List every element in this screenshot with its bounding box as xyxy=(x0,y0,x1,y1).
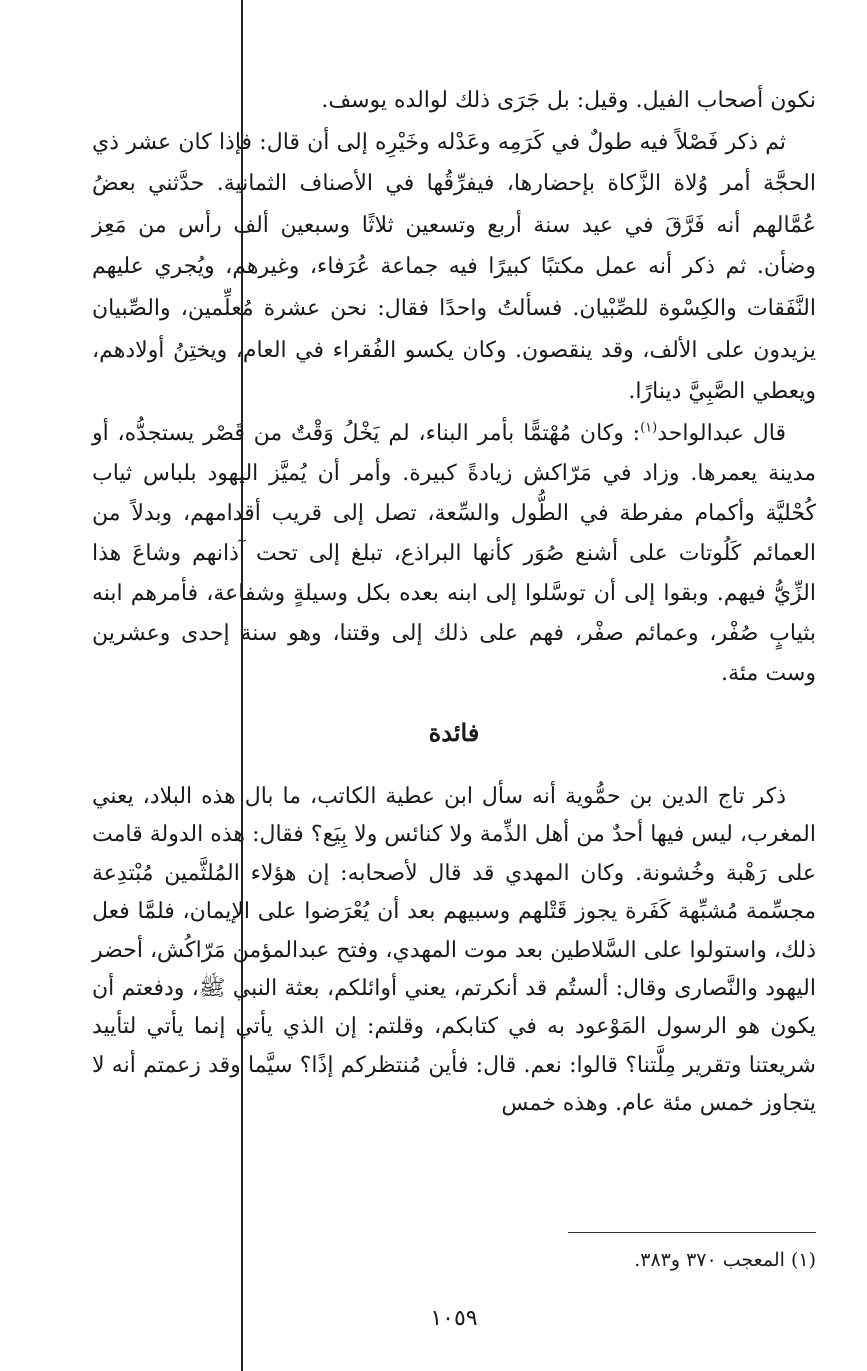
body-text-faida xyxy=(92,778,816,1124)
body-text-top xyxy=(92,80,816,413)
paragraph-3 xyxy=(92,414,816,694)
footnote-reference: (١) xyxy=(640,420,658,436)
footnote-separator xyxy=(568,1232,816,1233)
paragraph-4: ذكر تاج الدين بن حمُّوية أنه سأل ابن عطية الكاتب، ما بال هذه البلاد، يعني المغرب، ليس فيها أحدٌ من أهل الذِّمة ولا كنائس ولا بِيَع؟ فقال: هذه الدولة قامت على رَهْبة وخُشونة. وكان المهدي قد قال لأصحابه: إن هؤلاء المُلثَّمين مُبْتدِعة مجسِّمة مُشبِّهة كَفَرة يجوز قَتْلهم وسبيهم بعد أن يُعْرَضوا على الإيمان، فلمَّا فعل ذلك، واستولوا على السَّلاطين بعد موت المهدي، وفتح عبدالمؤمن مَرّاكُش، أحضر اليهود والنَّصارى وقال: ألستُم قد أنكرتم، يعني أوائلكم، بعثة النبي ﷺ، ودفعتم أن يكون هو الرسول المَوْعود به في كتابكم، وقلتم: إن الذي يأتي إنما يأتي لتأييد شريعتنا وتقرير مِلَّتنا؟ قالوا: نعم. قال: فأين مُنتظركم إذًا؟ سيَّما وقد زعمتم أنه لا يتجاوز خمس مئة عام. وهذه خمس xyxy=(92,784,816,1117)
paragraph-1: نكون أصحاب الفيل. وقيل: بل جَرَى ذلك لوالده يوسف. xyxy=(321,88,816,113)
paragraph-2: ثم ذكر فَصْلاً فيه طولٌ في كَرَمِه وعَدْله وخَيْرِه إلى أن قال: فإذا كان عشر ذي الحجَّة أمر وُلاة الزَّكاة بإحضارها، فيفرِّقُها في الأصناف الثمانية. حدَّثني بعضُ عُمَّالهم أنه فَرَّقَ في عيد سنة أربع وتسعين ثلاثًا وسبعين ألف رأس من مَعِز وضأن. ثم ذكر أنه عمل مكتبًا كبيرًا فيه جماعة عُرَفاء، وغيرهم، ويُجري عليهم النَّفَقات والكِسْوة للصِّبْيان. فسألتُ واحدًا فقال: نحن عشرة مُعلِّمين، والصِّبيان يزيدون على الألف، وقد ينقصون. وكان يكسو الفُقراء في العام، ويختِنُ أولادهم، ويعطي الصَّبِيَّ دينارًا. xyxy=(92,129,816,405)
page-number: ١٠٥٩ xyxy=(430,1306,478,1331)
section-heading: فائدة xyxy=(428,718,480,747)
paragraph-3-lead: قال عبدالواحد xyxy=(657,421,787,446)
paragraph-3-rest: : وكان مُهْتمًّا بأمر البناء، لم يَخْلُ وَقْتٌ من قَصْر يستجدُّه، أو مدينة يعمرها. وزاد في مَرّاكش زيادةً كبيرة. وأمر أن يُميَّز اليهود بلباس ثياب كُحْليَّة وأكمام مفرطة في الطُّول والسِّعة، تصل إلى قريب أقدامهم، وبدلاً من العمائم كَلُوتات على أشنع صُوَر كأنها البراذع، تبلغ إلى تحت آذانهم وشاعَ هذا الزِّيُّ فيهم. وبقوا إلى أن توسَّلوا إلى ابنه بعده بكل وسيلةٍ وشفاعة، فأمرهم ابنه بثيابٍ صُفْر، وعمائم صفْر، فهم على ذلك إلى وقتنا، وهو سنة إحدى وعشرين وست مئة. xyxy=(92,421,816,686)
body-text-abdulwahid xyxy=(92,414,816,694)
footnote: (١) المعجب ٣٧٠ و٣٨٣. xyxy=(634,1249,816,1271)
